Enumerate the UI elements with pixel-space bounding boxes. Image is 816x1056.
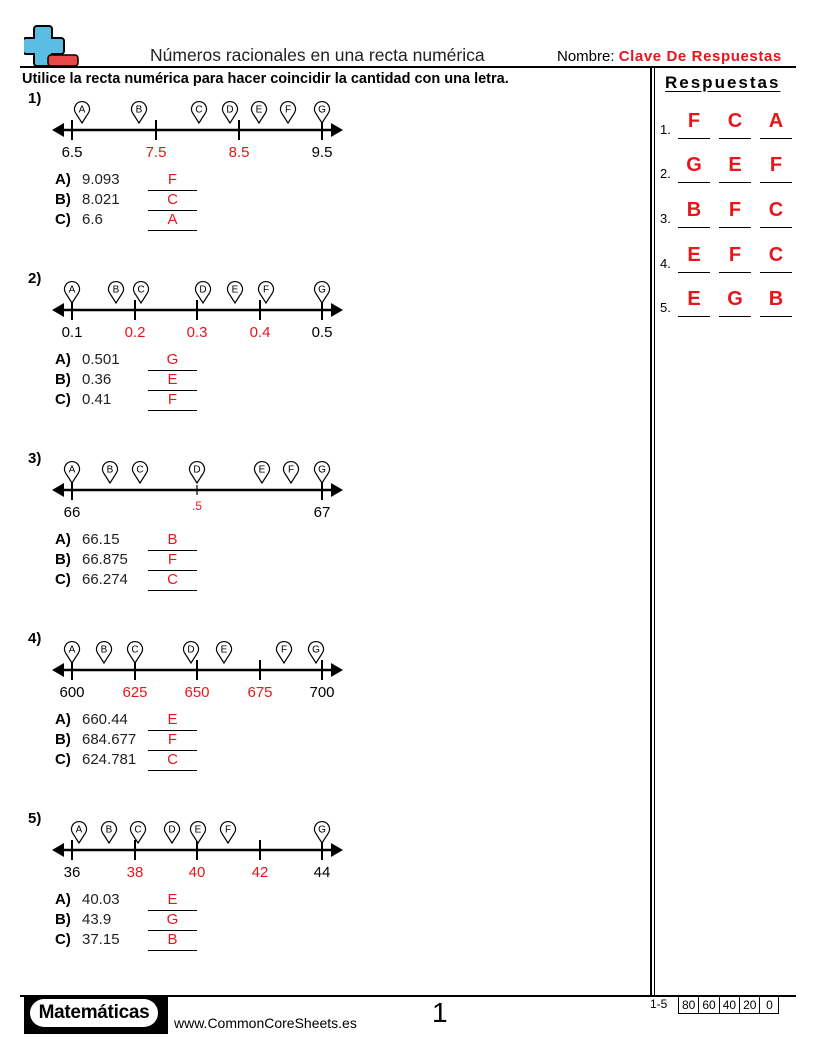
location-pin-icon (184, 642, 199, 663)
tick-label: 600 (59, 684, 85, 701)
tick-label: 0.4 (249, 324, 271, 341)
question-row (55, 571, 215, 591)
right-arrow-icon (331, 843, 343, 857)
pin-letter: F (280, 644, 288, 656)
question-letter: C) (55, 211, 71, 228)
tick-label: 625 (122, 684, 148, 701)
pin-letter: B (105, 824, 113, 836)
question-row (55, 531, 215, 551)
pin-letter: G (318, 104, 326, 116)
pin-letter: E (231, 284, 239, 296)
location-pin-icon (97, 642, 112, 663)
question-letter: C) (55, 751, 71, 768)
brand-label: Matemáticas (30, 999, 158, 1027)
location-pin-icon (196, 282, 211, 303)
answer-key-row (660, 287, 800, 317)
score-cell: 80 (679, 997, 699, 1014)
pin-letter: D (226, 104, 234, 116)
question-letter: B) (55, 191, 71, 208)
pin-letter: B (106, 464, 114, 476)
pin-letter: A (75, 824, 83, 836)
pin-letter: D (199, 284, 207, 296)
instructions: Utilice la recta numérica para hacer coincidir la cantidad con una letra. (22, 71, 509, 87)
question-row (55, 391, 215, 411)
tick-label: 66 (63, 504, 81, 521)
left-arrow-icon (52, 123, 64, 137)
right-arrow-icon (331, 483, 343, 497)
name-value: Clave De Respuestas (618, 48, 782, 65)
pin-letter: G (318, 824, 326, 836)
location-pin-icon (127, 642, 142, 663)
pin-letter: F (287, 464, 295, 476)
answer-key-blank[interactable]: F (719, 242, 751, 273)
number-line (0, 450, 360, 530)
location-pin-icon (284, 462, 299, 483)
pin-letter: G (312, 644, 320, 656)
name-field (557, 48, 782, 65)
answer-key-number: 3. (660, 211, 671, 226)
question-value: 9.093 (82, 171, 120, 188)
location-pin-icon (65, 642, 80, 663)
answer-key-blank[interactable]: G (719, 286, 751, 317)
answer-key-blank[interactable]: B (678, 197, 710, 228)
answer-blank[interactable]: C (148, 191, 197, 211)
tick-label: 38 (126, 864, 144, 881)
answer-key-blank[interactable]: F (719, 197, 751, 228)
pin-letter: G (318, 284, 326, 296)
location-pin-icon (315, 102, 330, 123)
answer-key-number: 4. (660, 256, 671, 271)
question-letter: A) (55, 891, 71, 908)
location-pin-icon (217, 642, 232, 663)
pin-letter: B (112, 284, 120, 296)
question-row (55, 891, 215, 911)
pin-letter: A (68, 284, 76, 296)
answer-key-row (660, 109, 800, 139)
answer-blank[interactable]: C (148, 751, 197, 771)
location-pin-icon (221, 822, 236, 843)
pin-letter: F (284, 104, 292, 116)
pin-letter: F (224, 824, 232, 836)
location-pin-icon (252, 102, 267, 123)
question-letter: B) (55, 731, 71, 748)
left-arrow-icon (52, 483, 64, 497)
location-pin-icon (281, 102, 296, 123)
answer-blank[interactable]: F (148, 391, 197, 411)
answer-blank[interactable]: A (148, 211, 197, 231)
question-value: 0.36 (82, 371, 112, 388)
answer-blank[interactable]: E (148, 891, 197, 911)
question-value: 0.41 (82, 391, 112, 408)
answer-key-blank[interactable]: G (678, 152, 710, 183)
score-cell: 20 (740, 997, 760, 1014)
question-letter: B) (55, 911, 71, 928)
column-divider (650, 68, 652, 996)
question-value: 43.9 (82, 911, 112, 928)
location-pin-icon (72, 822, 87, 843)
number-line (0, 90, 360, 170)
page-number: 1 (432, 997, 448, 1028)
answer-key-number: 5. (660, 300, 671, 315)
answer-key-blank[interactable]: F (760, 152, 792, 183)
problem-number: 3) (28, 450, 42, 467)
question-value: 66.875 (82, 551, 128, 568)
tick-label: 6.5 (61, 144, 83, 161)
location-pin-icon (133, 462, 148, 483)
answer-key-blank[interactable]: A (760, 108, 792, 139)
tick-label: 7.5 (145, 144, 167, 161)
question-row (55, 191, 215, 211)
tick-label: 8.5 (228, 144, 250, 161)
location-pin-icon (165, 822, 180, 843)
tick-label: 700 (309, 684, 335, 701)
score-cell: 60 (699, 997, 719, 1014)
plus-minus-logo-icon (24, 24, 80, 68)
number-line (0, 810, 360, 890)
answer-key-blank[interactable]: C (719, 108, 751, 139)
answer-key-blank[interactable]: B (760, 286, 792, 317)
tick-label: 67 (313, 504, 331, 521)
question-row (55, 731, 215, 751)
pin-letter: A (78, 104, 86, 116)
question-letter: A) (55, 711, 71, 728)
score-range-label: 1-5 (650, 997, 668, 1011)
location-pin-icon (65, 462, 80, 483)
right-arrow-icon (331, 303, 343, 317)
location-pin-icon (109, 282, 124, 303)
tick-label: 36 (63, 864, 81, 881)
tick-label: 0.5 (311, 324, 333, 341)
pin-letter: E (255, 104, 263, 116)
tick-label: 0.1 (61, 324, 83, 341)
answer-key-number: 1. (660, 122, 671, 137)
question-value: 660.44 (82, 711, 128, 728)
tick-label: 675 (247, 684, 273, 701)
location-pin-icon (315, 822, 330, 843)
question-letter: B) (55, 551, 71, 568)
location-pin-icon (191, 822, 206, 843)
answers-title: Respuestas (665, 73, 781, 92)
location-pin-icon (315, 462, 330, 483)
question-row (55, 351, 215, 371)
answer-blank[interactable]: G (148, 911, 197, 931)
location-pin-icon (309, 642, 324, 663)
right-arrow-icon (331, 663, 343, 677)
question-letter: A) (55, 171, 71, 188)
pin-letter: C (137, 284, 145, 296)
pin-letter: E (258, 464, 266, 476)
answer-key-blank[interactable]: E (719, 152, 751, 183)
location-pin-icon (134, 282, 149, 303)
question-row (55, 751, 215, 771)
question-value: 37.15 (82, 931, 120, 948)
question-row (55, 711, 215, 731)
right-arrow-icon (331, 123, 343, 137)
location-pin-icon (65, 282, 80, 303)
pin-letter: G (318, 464, 326, 476)
location-pin-icon (223, 102, 238, 123)
answer-key-blank[interactable]: E (678, 242, 710, 273)
answer-blank[interactable]: B (148, 531, 197, 551)
question-letter: B) (55, 371, 71, 388)
column-divider (654, 68, 656, 996)
location-pin-icon (277, 642, 292, 663)
pin-letter: D (168, 824, 176, 836)
number-line (0, 270, 360, 350)
pin-letter: A (68, 644, 76, 656)
problem-number: 1) (28, 90, 42, 107)
question-row (55, 931, 215, 951)
question-row (55, 211, 215, 231)
pin-letter: D (187, 644, 195, 656)
location-pin-icon (191, 102, 206, 123)
pin-letter: B (100, 644, 108, 656)
pin-letter: A (68, 464, 76, 476)
question-row (55, 371, 215, 391)
location-pin-icon (259, 282, 274, 303)
question-row (55, 911, 215, 931)
tick-label: 44 (313, 864, 331, 881)
location-pin-icon (132, 102, 147, 123)
question-letter: C) (55, 391, 71, 408)
location-pin-icon (103, 462, 118, 483)
answer-key-blank[interactable]: F (678, 108, 710, 139)
worksheet-title: Números racionales en una recta numérica (150, 45, 485, 65)
answer-blank[interactable]: B (148, 931, 197, 951)
site-url[interactable]: www.CommonCoreSheets.es (174, 1015, 357, 1031)
question-row (55, 171, 215, 191)
question-row (55, 551, 215, 571)
left-arrow-icon (52, 303, 64, 317)
tick-label: 9.5 (311, 144, 333, 161)
score-table (678, 996, 779, 1014)
answer-key-blank[interactable]: E (678, 286, 710, 317)
location-pin-icon (315, 282, 330, 303)
pin-letter: C (134, 824, 142, 836)
location-pin-icon (228, 282, 243, 303)
answer-blank[interactable]: E (148, 711, 197, 731)
question-value: 8.021 (82, 191, 120, 208)
location-pin-icon (75, 102, 90, 123)
answer-key-blank[interactable]: C (760, 242, 792, 273)
answer-blank[interactable]: F (148, 171, 197, 191)
header-divider (20, 66, 796, 68)
pin-letter: C (195, 104, 203, 116)
question-letter: A) (55, 351, 71, 368)
pin-letter: C (136, 464, 144, 476)
answer-blank[interactable]: F (148, 551, 197, 571)
question-letter: C) (55, 931, 71, 948)
problem-number: 4) (28, 630, 42, 647)
pin-letter: D (193, 464, 201, 476)
tick-label: .5 (191, 499, 203, 513)
question-value: 40.03 (82, 891, 120, 908)
answer-blank[interactable]: G (148, 351, 197, 371)
answer-key-row (660, 243, 800, 273)
problem-number: 2) (28, 270, 42, 287)
location-pin-icon (190, 462, 205, 483)
pin-letter: F (262, 284, 270, 296)
answer-key-blank[interactable]: C (760, 197, 792, 228)
tick-label: 0.2 (124, 324, 146, 341)
pin-letter: B (135, 104, 143, 116)
pin-letter: E (220, 644, 228, 656)
question-value: 684.677 (82, 731, 137, 748)
problem-number: 5) (28, 810, 42, 827)
question-letter: C) (55, 571, 71, 588)
location-pin-icon (131, 822, 146, 843)
answer-key-row (660, 153, 800, 183)
brand-badge (24, 996, 168, 1034)
location-pin-icon (254, 462, 269, 483)
question-value: 624.781 (82, 751, 137, 768)
tick-label: 40 (188, 864, 206, 881)
left-arrow-icon (52, 663, 64, 677)
score-cell: 40 (719, 997, 739, 1014)
answer-blank[interactable]: F (148, 731, 197, 751)
tick-label: 42 (251, 864, 269, 881)
location-pin-icon (102, 822, 117, 843)
answer-blank[interactable]: E (148, 371, 197, 391)
number-line (0, 630, 360, 710)
answer-blank[interactable]: C (148, 571, 197, 591)
question-value: 0.501 (82, 351, 120, 368)
name-label: Nombre: (557, 48, 615, 65)
pin-letter: C (131, 644, 139, 656)
question-value: 66.274 (82, 571, 128, 588)
tick-label: 0.3 (186, 324, 208, 341)
question-letter: A) (55, 531, 71, 548)
answer-key-number: 2. (660, 166, 671, 181)
question-value: 66.15 (82, 531, 120, 548)
score-cell: 0 (760, 997, 779, 1014)
tick-label: 650 (184, 684, 210, 701)
question-value: 6.6 (82, 211, 103, 228)
answer-key-row (660, 198, 800, 228)
left-arrow-icon (52, 843, 64, 857)
pin-letter: E (194, 824, 202, 836)
